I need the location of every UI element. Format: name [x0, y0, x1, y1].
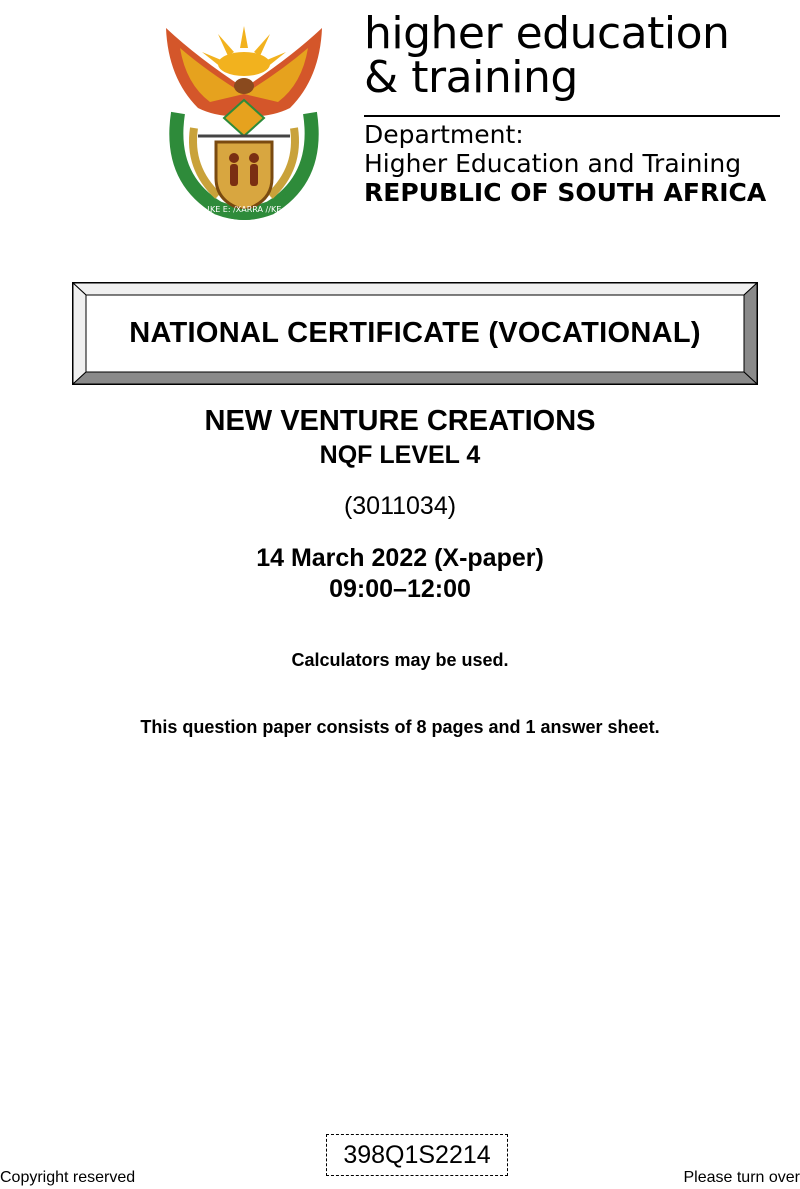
department-name: Higher Education and Training — [364, 149, 742, 178]
brand-divider — [364, 115, 780, 117]
brand-line-1: higher education — [364, 8, 730, 59]
exam-date: 14 March 2022 (X-paper) — [256, 544, 544, 572]
coat-motto-text: !KE E: /XARRA //KE — [206, 205, 282, 214]
paper-contents-note: This question paper consists of 8 pages and 1 answer sheet. — [140, 717, 660, 737]
country-name: REPUBLIC OF SOUTH AFRICA — [364, 178, 767, 207]
nqf-level: NQF LEVEL 4 — [319, 441, 481, 469]
certificate-title: NATIONAL CERTIFICATE (VOCATIONAL) — [129, 317, 701, 349]
department-label: Department: — [364, 120, 524, 149]
exam-time: 09:00–12:00 — [329, 575, 471, 603]
paper-code-box: 398Q1S2214 — [326, 1134, 508, 1176]
subject-title: NEW VENTURE CREATIONS — [204, 405, 596, 437]
subject-code: (3011034) — [343, 492, 457, 520]
coat-of-arms-logo — [158, 18, 330, 223]
brand-line-2: & training — [364, 52, 578, 103]
department-header — [364, 8, 784, 207]
turn-over-note: Please turn over — [683, 1169, 800, 1186]
calculator-instruction: Calculators may be used. — [291, 650, 509, 670]
copyright-notice: Copyright reserved — [0, 1169, 136, 1186]
